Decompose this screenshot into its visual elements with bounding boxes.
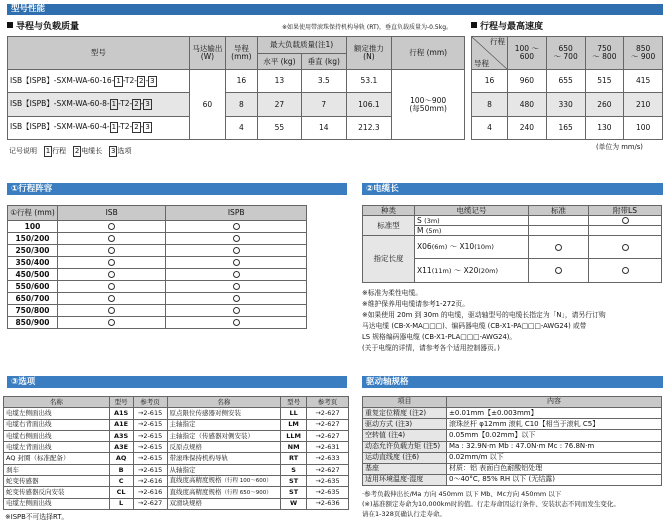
- available-circle-icon: [108, 235, 115, 242]
- param-box-3: 3: [150, 76, 155, 85]
- stroke-value: 350/400: [8, 257, 58, 269]
- option-model: ST: [281, 476, 307, 487]
- header-option-page: 参考页: [133, 397, 167, 408]
- header-standard: 标准: [529, 206, 589, 216]
- horizontal-cell: 55: [257, 116, 301, 139]
- cable-code-x11-x20: X11(11m) ～ X20(20m): [415, 259, 529, 283]
- available-circle-icon: [233, 247, 240, 254]
- lead-cell: 8: [226, 93, 258, 116]
- header-option-name: 名称: [167, 397, 281, 408]
- cable-note: ※维护保养用电缆请参考1-272页。: [362, 300, 470, 308]
- header-item: 项目: [363, 397, 447, 408]
- drive-item: 驱动方式 (注3): [363, 419, 447, 430]
- header-ls: 附带LS: [589, 206, 662, 216]
- header-stroke-mm: ①行程 (mm): [8, 206, 58, 221]
- option-name: 从轴指定: [167, 464, 281, 475]
- legend-box-2: 2: [74, 147, 80, 155]
- option-model: NM: [281, 442, 307, 453]
- option-page: →2-631: [307, 442, 349, 453]
- vertical-cell: 14: [302, 116, 346, 139]
- available-circle-icon: [622, 217, 629, 224]
- option-page: →2-627: [307, 430, 349, 441]
- thrust-cell: 53.1: [346, 70, 392, 93]
- thrust-cell: 106.1: [346, 93, 392, 116]
- drive-item: 基座: [363, 463, 447, 474]
- option-row: [4, 476, 349, 487]
- drive-content: 0.05mm【0.02mm】以下: [447, 430, 662, 441]
- available-circle-icon: [233, 223, 240, 230]
- drive-content: 滚珠丝杆 φ12mm 滚轧 C10【相当于滚轧 C5】: [447, 419, 662, 430]
- option-page: →2-615: [133, 442, 167, 453]
- option-page: →2-616: [133, 476, 167, 487]
- stroke-value: 100～900 (每50mm): [392, 70, 465, 140]
- speed-value: 480: [508, 93, 547, 116]
- thrust-cell: 212.3: [346, 116, 392, 139]
- option-page: →2-616: [133, 487, 167, 498]
- option-model: LLM: [281, 430, 307, 441]
- option-name: 电缆左背面出线: [4, 442, 110, 453]
- model-cell: ISB【ISPB】-SXM-WA-60-16- 1 -T2- 2 - 3: [8, 70, 190, 93]
- available-circle-icon: [108, 247, 115, 254]
- available-circle-icon: [233, 307, 240, 314]
- option-model: B: [109, 464, 133, 475]
- option-model: A3S: [109, 430, 133, 441]
- speed-lead-cell: 16: [472, 70, 508, 93]
- motor-value: 60: [189, 70, 225, 140]
- available-circle-icon: [108, 223, 115, 230]
- drive-row: [363, 452, 662, 463]
- stroke-row: [8, 221, 307, 233]
- drive-item: 动态允许负载力矩 (注5): [363, 441, 447, 452]
- speed-value: 130: [585, 116, 624, 139]
- stroke-row: [8, 305, 307, 317]
- param-box-2: 2: [134, 100, 139, 109]
- speed-value: 960: [508, 70, 547, 93]
- option-page: →2-615: [133, 419, 167, 430]
- cable-code-m: M (5m): [415, 226, 529, 236]
- option-name: 原点限位传感器对侧安装: [167, 408, 281, 419]
- available-circle-icon: [233, 295, 240, 302]
- speed-lead-cell: 8: [472, 93, 508, 116]
- option-model: C: [109, 476, 133, 487]
- stroke-row: [8, 257, 307, 269]
- options-note: ※ISPB不可选择RT。: [5, 513, 69, 521]
- option-row: [4, 464, 349, 475]
- available-circle-icon: [233, 283, 240, 290]
- drive-row: [363, 419, 662, 430]
- section-bar-cable: ②电缆长: [362, 183, 663, 195]
- stroke-row: [8, 281, 307, 293]
- header-ispb: ISPB: [166, 206, 307, 221]
- speed-col-header: 750 ～ 800: [585, 37, 624, 70]
- option-page: →2-633: [307, 453, 349, 464]
- option-name: 反原点规格: [167, 442, 281, 453]
- param-box-3: 3: [145, 123, 150, 132]
- drive-row: [363, 408, 662, 419]
- horizontal-cell: 27: [257, 93, 301, 116]
- header-option-model: 型号: [281, 397, 307, 408]
- lead-cell: 4: [226, 116, 258, 139]
- speed-col-header: 850 ～ 900: [624, 37, 663, 70]
- header-horizontal: 水平 (kg): [257, 54, 301, 70]
- speed-value: 100: [624, 116, 663, 139]
- drive-content: 材质：铝 表面白色耐酸铝处理: [447, 463, 662, 474]
- option-name: AQ 封圈（标准配备）: [4, 453, 110, 464]
- vertical-cell: 3.5: [302, 70, 346, 93]
- speed-table-heading: 行程与最高速度: [471, 22, 543, 33]
- option-page: →2-635: [307, 487, 349, 498]
- drive-row: [363, 430, 662, 441]
- param-box-2: 2: [134, 123, 139, 132]
- model-cell: ISB【ISPB】-SXM-WA-60-4- 1 -T2- 2 - 3: [8, 116, 190, 139]
- speed-unit: (单位为 mm/s): [596, 143, 643, 151]
- option-model: W: [281, 498, 307, 509]
- stroke-row: [8, 293, 307, 305]
- header-option-page: 参考页: [307, 397, 349, 408]
- cable-code-s: S (3m): [415, 216, 529, 226]
- speed-value: 165: [546, 116, 585, 139]
- option-name: 双滑块规格: [167, 498, 281, 509]
- stroke-row: [8, 269, 307, 281]
- available-circle-icon: [622, 244, 629, 251]
- stroke-value: 850/900: [8, 317, 58, 329]
- drive-content: ±0.01mm【±0.003mm】: [447, 408, 662, 419]
- param-box-1: 1: [111, 123, 117, 132]
- cable-code-x06-x10: X06(6m) ～ X10(10m): [415, 236, 529, 259]
- option-row: [4, 453, 349, 464]
- section-bar-drive: 驱动轴规格: [362, 376, 663, 388]
- option-page: →2-635: [307, 476, 349, 487]
- legend: 记号说明 1 行程 2 电缆长 3 选项: [9, 147, 132, 155]
- option-name: 电缆左侧面出线: [4, 498, 110, 509]
- available-circle-icon: [108, 271, 115, 278]
- option-page: →2-636: [307, 498, 349, 509]
- vertical-cell: 7: [302, 93, 346, 116]
- speed-value: 210: [624, 93, 663, 116]
- header-stroke: 行程 (mm): [392, 37, 465, 70]
- square-bullet-icon: [7, 22, 13, 28]
- standard-type-label: 标准型: [363, 216, 415, 236]
- options-table: [3, 396, 349, 510]
- stroke-value: 150/200: [8, 233, 58, 245]
- speed-col-header: 650 ～ 700: [546, 37, 585, 70]
- header-lead: 导程 (mm): [226, 37, 258, 70]
- speed-lead-cell: 4: [472, 116, 508, 139]
- available-circle-icon: [108, 259, 115, 266]
- option-name: 直线度高精度规格（行程 650～900）: [167, 487, 281, 498]
- drive-content: 0.02mm/m 以下: [447, 452, 662, 463]
- cable-table: [362, 205, 662, 283]
- header-vertical: 垂直 (kg): [302, 54, 346, 70]
- option-name: 主轴指定（传感器对侧安装）: [167, 430, 281, 441]
- drive-item: 空转值 (注4): [363, 430, 447, 441]
- model-cell: ISB【ISPB】-SXM-WA-60-8- 1 -T2- 2 - 3: [8, 93, 190, 116]
- drive-note: 请在1-328页确认行走寿命。: [362, 510, 446, 518]
- option-row: [4, 430, 349, 441]
- available-circle-icon: [233, 235, 240, 242]
- header-model: 型号: [8, 37, 190, 70]
- option-name: 直线度高精度规格（行程 100～600）: [167, 476, 281, 487]
- option-name: 电缆右侧面出线: [4, 430, 110, 441]
- available-circle-icon: [555, 267, 562, 274]
- available-circle-icon: [108, 319, 115, 326]
- option-model: CL: [109, 487, 133, 498]
- speed-table: [471, 36, 663, 140]
- available-circle-icon: [108, 283, 115, 290]
- section-bar-performance: [7, 4, 663, 15]
- header-code: 电缆记号: [415, 206, 529, 216]
- option-model: LM: [281, 419, 307, 430]
- option-model: A1S: [109, 408, 133, 419]
- stroke-row: [8, 233, 307, 245]
- speed-value: 330: [546, 93, 585, 116]
- available-circle-icon: [233, 259, 240, 266]
- stroke-value: 100: [8, 221, 58, 233]
- speed-value: 240: [508, 116, 547, 139]
- drive-row: [363, 474, 662, 485]
- option-model: LL: [281, 408, 307, 419]
- section-title: 型号性能: [11, 4, 46, 14]
- option-page: →2-615: [133, 408, 167, 419]
- corner-cell: 行程 导程: [472, 37, 508, 70]
- stroke-value: 650/700: [8, 293, 58, 305]
- available-circle-icon: [233, 319, 240, 326]
- load-table: [7, 36, 465, 140]
- stroke-row: [8, 245, 307, 257]
- option-page: →2-615: [133, 453, 167, 464]
- option-model: ST: [281, 487, 307, 498]
- option-page: →2-627: [307, 419, 349, 430]
- option-page: →2-615: [133, 464, 167, 475]
- option-name: 蛇变传感器: [4, 476, 110, 487]
- stroke-value: 450/500: [8, 269, 58, 281]
- cable-note: (关于电缆的详情，请参考各个适用控制器页。): [362, 344, 500, 352]
- stroke-value: 250/300: [8, 245, 58, 257]
- option-page: →2-627: [133, 498, 167, 509]
- option-name: 带滚珠保持机构导轨: [167, 453, 281, 464]
- option-model: S: [281, 464, 307, 475]
- stroke-table: [7, 205, 307, 329]
- header-content: 内容: [447, 397, 662, 408]
- load-table-heading: 导程与负载质量: [7, 22, 79, 33]
- speed-value: 260: [585, 93, 624, 116]
- stroke-row: [8, 317, 307, 329]
- option-page: →2-627: [307, 408, 349, 419]
- horizontal-cell: 13: [257, 70, 301, 93]
- speed-value: 515: [585, 70, 624, 93]
- option-model: RT: [281, 453, 307, 464]
- header-thrust: 额定推力 (N): [346, 37, 392, 70]
- drive-row: [363, 463, 662, 474]
- drive-table: [362, 396, 662, 486]
- option-page: →2-627: [307, 464, 349, 475]
- cable-note: ※如果使用 20m 到 30m 的电缆，驱动轴型号的电缆长指定为「N」，请另行订购: [362, 311, 606, 319]
- drive-note: (※)基准额定寿命为10,000km时的值。行走寿命因运行条件、安装状态不同而发生变化。: [362, 500, 620, 508]
- option-row: [4, 408, 349, 419]
- drive-row: [363, 441, 662, 452]
- available-circle-icon: [622, 267, 629, 274]
- section-bar-stroke: ①行程阵容: [7, 183, 347, 195]
- param-box-2: 2: [138, 76, 144, 85]
- option-model: AQ: [109, 453, 133, 464]
- legend-box-1: 1: [45, 147, 51, 155]
- option-name: 主轴指定: [167, 419, 281, 430]
- available-circle-icon: [555, 244, 562, 251]
- speed-value: 415: [624, 70, 663, 93]
- option-row: [4, 487, 349, 498]
- drive-note: ·参考负载伸出长/Ma 方向 450mm 以下 Mb、Mc方向 450mm 以下: [362, 490, 562, 498]
- param-box-3: 3: [145, 100, 150, 109]
- option-page: →2-615: [133, 430, 167, 441]
- option-model: A3E: [109, 442, 133, 453]
- speed-col-header: 100 ～ 600: [508, 37, 547, 70]
- option-row: [4, 419, 349, 430]
- header-motor: 马达输出 (W): [189, 37, 225, 70]
- stroke-value: 550/600: [8, 281, 58, 293]
- option-model: A1E: [109, 419, 133, 430]
- section-bar-options: ③选项: [7, 376, 347, 388]
- drive-item: 运动直线度 (注6): [363, 452, 447, 463]
- rt-note: ※如果使用带滚珠保持机构导轨 (RT)，垂直负载质量为-0.5kg。: [282, 24, 453, 31]
- header-isb: ISB: [58, 206, 166, 221]
- drive-item: 重复定位精度 (注2): [363, 408, 447, 419]
- stroke-value: 750/800: [8, 305, 58, 317]
- header-max-load: 最大负载质量(注1): [257, 37, 346, 54]
- speed-value: 655: [546, 70, 585, 93]
- header-option-model: 型号: [109, 397, 133, 408]
- option-row: [4, 498, 349, 509]
- available-circle-icon: [233, 271, 240, 278]
- header-option-name: 名称: [4, 397, 110, 408]
- header-type: 种类: [363, 206, 415, 216]
- param-box-1: 1: [116, 76, 121, 85]
- option-model: L: [109, 498, 133, 509]
- option-name: 电缆左侧面出线: [4, 408, 110, 419]
- legend-box-3: 3: [111, 147, 116, 155]
- square-bullet-icon: [471, 22, 477, 28]
- option-row: [4, 442, 349, 453]
- drive-item: 适用环境温度·湿度: [363, 474, 447, 485]
- lead-cell: 16: [226, 70, 258, 93]
- drive-content: Ma : 32.9N·m Mb : 47.0N·m Mc : 76.8N·m: [447, 441, 662, 452]
- param-box-1: 1: [111, 100, 117, 109]
- cable-note: 马达电缆 (CB-X-MA□□□)、编码器电缆 (CB-X1-PA□□□-AWG24) 或带: [362, 322, 587, 330]
- option-name: 刹车: [4, 464, 110, 475]
- option-name: 蛇变传感器反向安装: [4, 487, 110, 498]
- drive-content: 0～40°C, 85% RH 以下 (无结露): [447, 474, 662, 485]
- available-circle-icon: [108, 295, 115, 302]
- option-name: 电缆右背面出线: [4, 419, 110, 430]
- available-circle-icon: [108, 307, 115, 314]
- cable-note: ※标准为柔性电缆。: [362, 289, 423, 297]
- specified-type-label: 指定长度: [363, 236, 415, 283]
- cable-note: LS 规格编码器电缆 (CB-X1-PLA□□□-AWG24)。: [362, 333, 517, 341]
